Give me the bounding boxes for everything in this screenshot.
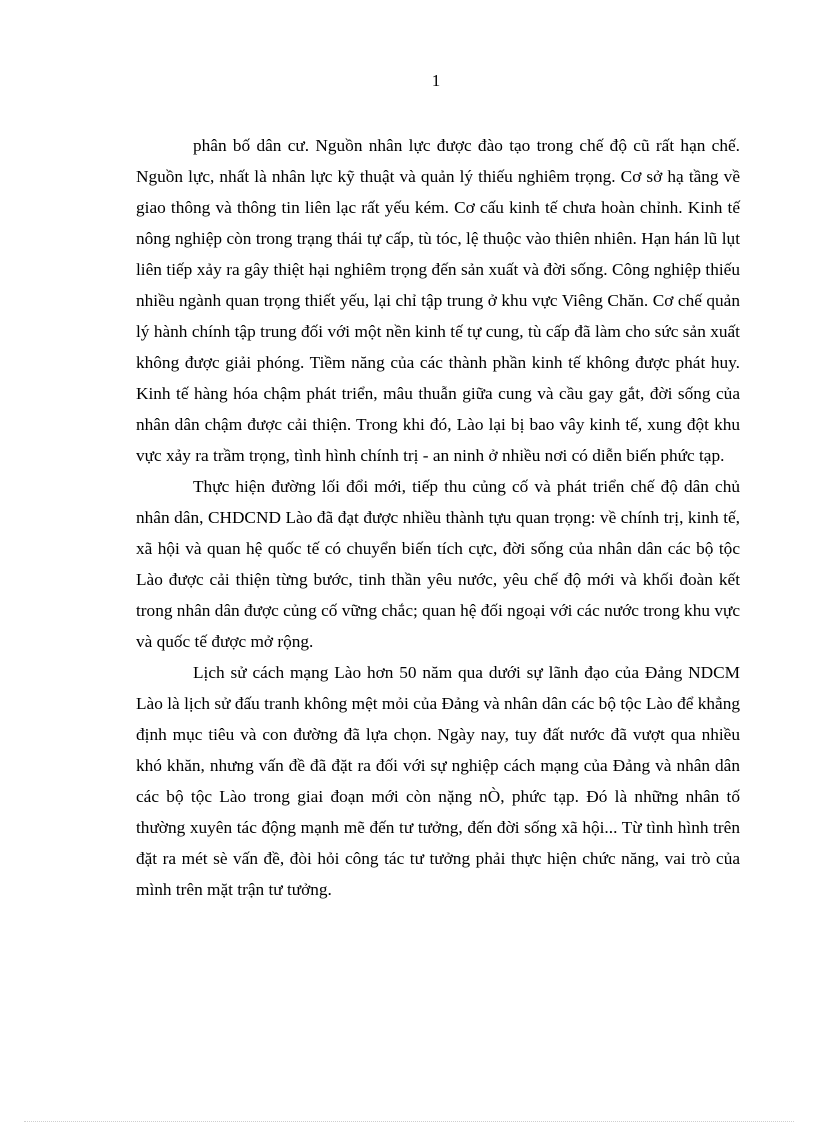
paragraph-1: phân bố dân cư. Nguồn nhân lực được đào tạo trong chế độ cũ rất hạn chế. Nguồn lực, nhất là nhân lực kỹ thuật và quản lý thiếu nghiêm trọng. Cơ sở hạ tầng về giao thông và thông tin liên lạc rất yếu kém. Cơ cấu kinh tế chưa hoàn chỉnh. Kinh tế nông nghiệp còn trong trạng thái tự cấp, tù tóc, lệ thuộc vào thiên nhiên. Hạn hán lũ lụt liên tiếp xảy ra gây thiệt hại nghiêm trọng đến sản xuất và đời sống. Công nghiệp thiếu nhiều ngành quan trọng thiết yếu, lại chỉ tập trung ở khu vực Viêng Chăn. Cơ chế quản lý hành chính tập trung đối với một nền kinh tế tự cung, tù cấp đã làm cho sức sản xuất không được giải phóng. Tiềm năng của các thành phần kinh tế không được phát huy. Kinh tế hàng hóa chậm phát triển, mâu thuẫn giữa cung và cầu gay gắt, đời sống của nhân dân chậm được cải thiện. Trong khi đó, Lào lại bị bao vây kinh tế, xung đột khu vực xảy ra trầm trọng, tình hình chính trị - an ninh ở nhiều nơi có diễn biến phức tạp. — [136, 136, 740, 465]
page-bottom-border — [24, 1121, 794, 1122]
paragraph-2: Thực hiện đường lối đổi mới, tiếp thu củng cố và phát triển chế độ dân chủ nhân dân, CHDCND Lào đã đạt được nhiều thành tựu quan trọng: về chính trị, kinh tế, xã hội và quan hệ quốc tế có chuyển biến tích cực, đời sống của nhân dân các bộ tộc Lào được cải thiện từng bước, tinh thần yêu nước, yêu chế độ mới và khối đoàn kết trong nhân dân được củng cố vững chắc; quan hệ đối ngoại với các nước trong khu vực và quốc tế được mở rộng. — [136, 477, 740, 651]
body-text — [136, 130, 740, 905]
page-number: 1 — [431, 71, 441, 90]
paragraph-3: Lịch sử cách mạng Lào hơn 50 năm qua dưới sự lãnh đạo của Đảng NDCM Lào là lịch sử đấu tranh không mệt mỏi của Đảng và nhân dân các bộ tộc Lào để khẳng định mục tiêu và con đường đã lựa chọn. Ngày nay, tuy đất nước đã vượt qua nhiều khó khăn, nhưng vấn đề đã đặt ra đối với sự nghiệp cách mạng của Đảng và nhân dân các bộ tộc Lào trong giai đoạn mới còn nặng nÒ, phức tạp. Đó là những nhân tố thường xuyên tác động mạnh mẽ đến tư tưởng, đến đời sống xã hội... Từ tình hình trên đặt ra mét sè vấn đề, đòi hỏi công tác tư tưởng phải thực hiện chức năng, vai trò của mình trên mặt trận tư tưởng. — [136, 663, 740, 899]
